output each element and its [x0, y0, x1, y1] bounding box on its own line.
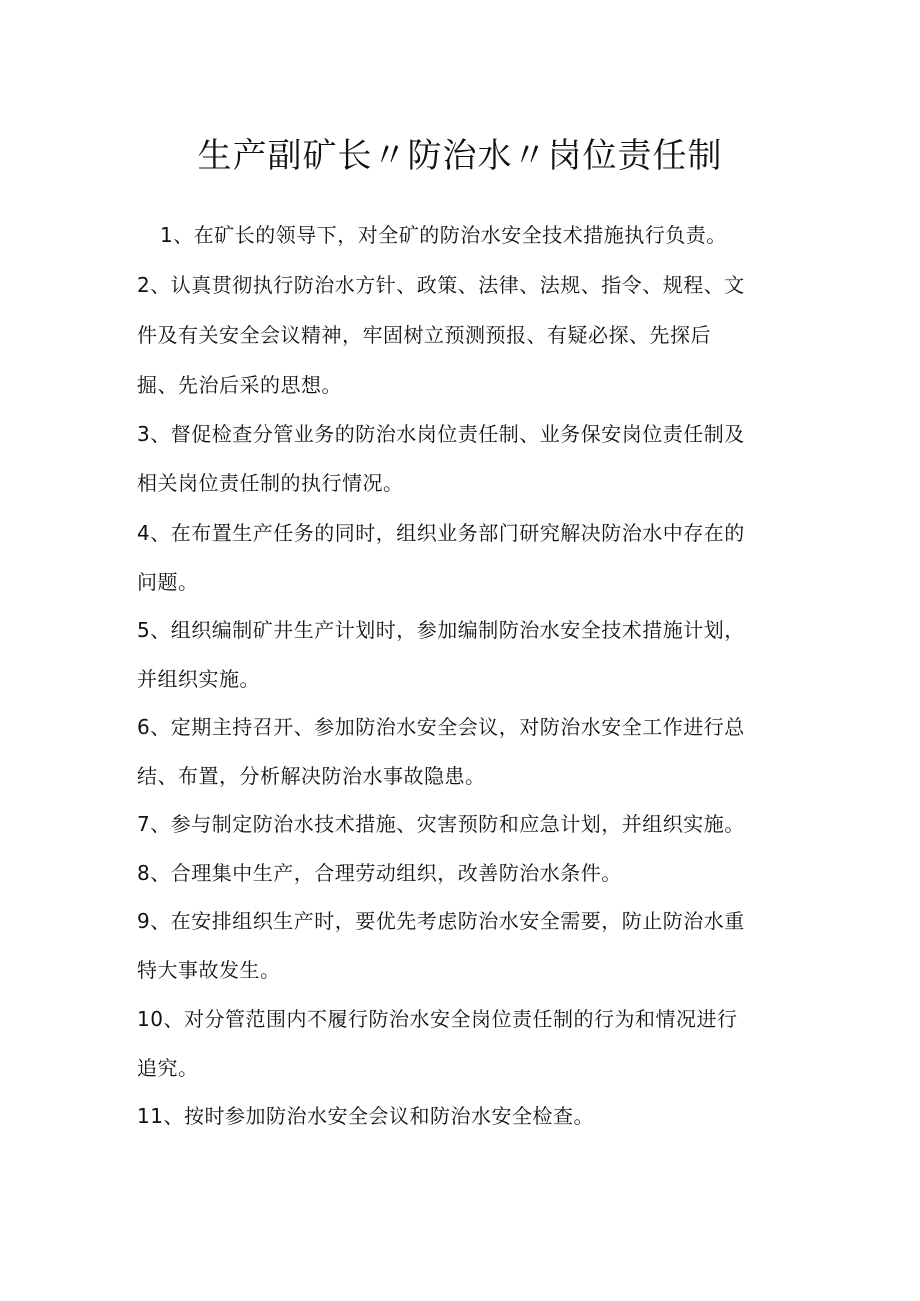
- clause-2-line-3: 掘、先治后采的思想。: [137, 373, 342, 397]
- clause-1-line-1: 1、在矿长的领导下，对全矿的防治水安全技术措施执行负责。: [160, 223, 727, 247]
- document-title: 生产副矿长〃防治水〃岗位责任制: [197, 136, 723, 176]
- clause-10-line-1: 10、对分管范围内不履行防治水安全岗位责任制的行为和情况进行: [137, 1007, 738, 1031]
- clause-7-line-1: 7、参与制定防治水技术措施、灾害预防和应急计划，并组织实施。: [137, 812, 745, 836]
- clause-4-line-1: 4、在布置生产任务的同时，组织业务部门研究解决防治水中存在的: [137, 521, 745, 545]
- clause-9-line-2: 特大事故发生。: [137, 958, 281, 982]
- clause-5-line-1: 5、组织编制矿井生产计划时，参加编制防治水安全技术措施计划，: [137, 618, 745, 642]
- clause-11-line-1: 11、按时参加防治水安全会议和防治水安全检查。: [137, 1104, 594, 1128]
- clause-3-line-1: 3、督促检查分管业务的防治水岗位责任制、业务保安岗位责任制及: [137, 422, 745, 446]
- clause-2-line-1: 2、认真贯彻执行防治水方针、政策、法律、法规、指令、规程、文: [137, 273, 745, 297]
- clause-4-line-2: 问题。: [137, 570, 199, 594]
- clause-6-line-2: 结、布置，分析解决防治水事故隐患。: [137, 764, 486, 788]
- clause-9-line-1: 9、在安排组织生产时，要优先考虑防治水安全需要，防止防治水重: [137, 909, 745, 933]
- clause-8-line-1: 8、合理集中生产，合理劳动组织，改善防治水条件。: [137, 861, 622, 885]
- clause-10-line-2: 追究。: [137, 1056, 199, 1080]
- clause-6-line-1: 6、定期主持召开、参加防治水安全会议，对防治水安全工作进行总: [137, 715, 745, 739]
- clause-2-line-2: 件及有关安全会议精神，牢固树立预测预报、有疑必探、先探后: [137, 323, 711, 347]
- clause-5-line-2: 并组织实施。: [137, 667, 260, 691]
- clause-3-line-2: 相关岗位责任制的执行情况。: [137, 471, 404, 495]
